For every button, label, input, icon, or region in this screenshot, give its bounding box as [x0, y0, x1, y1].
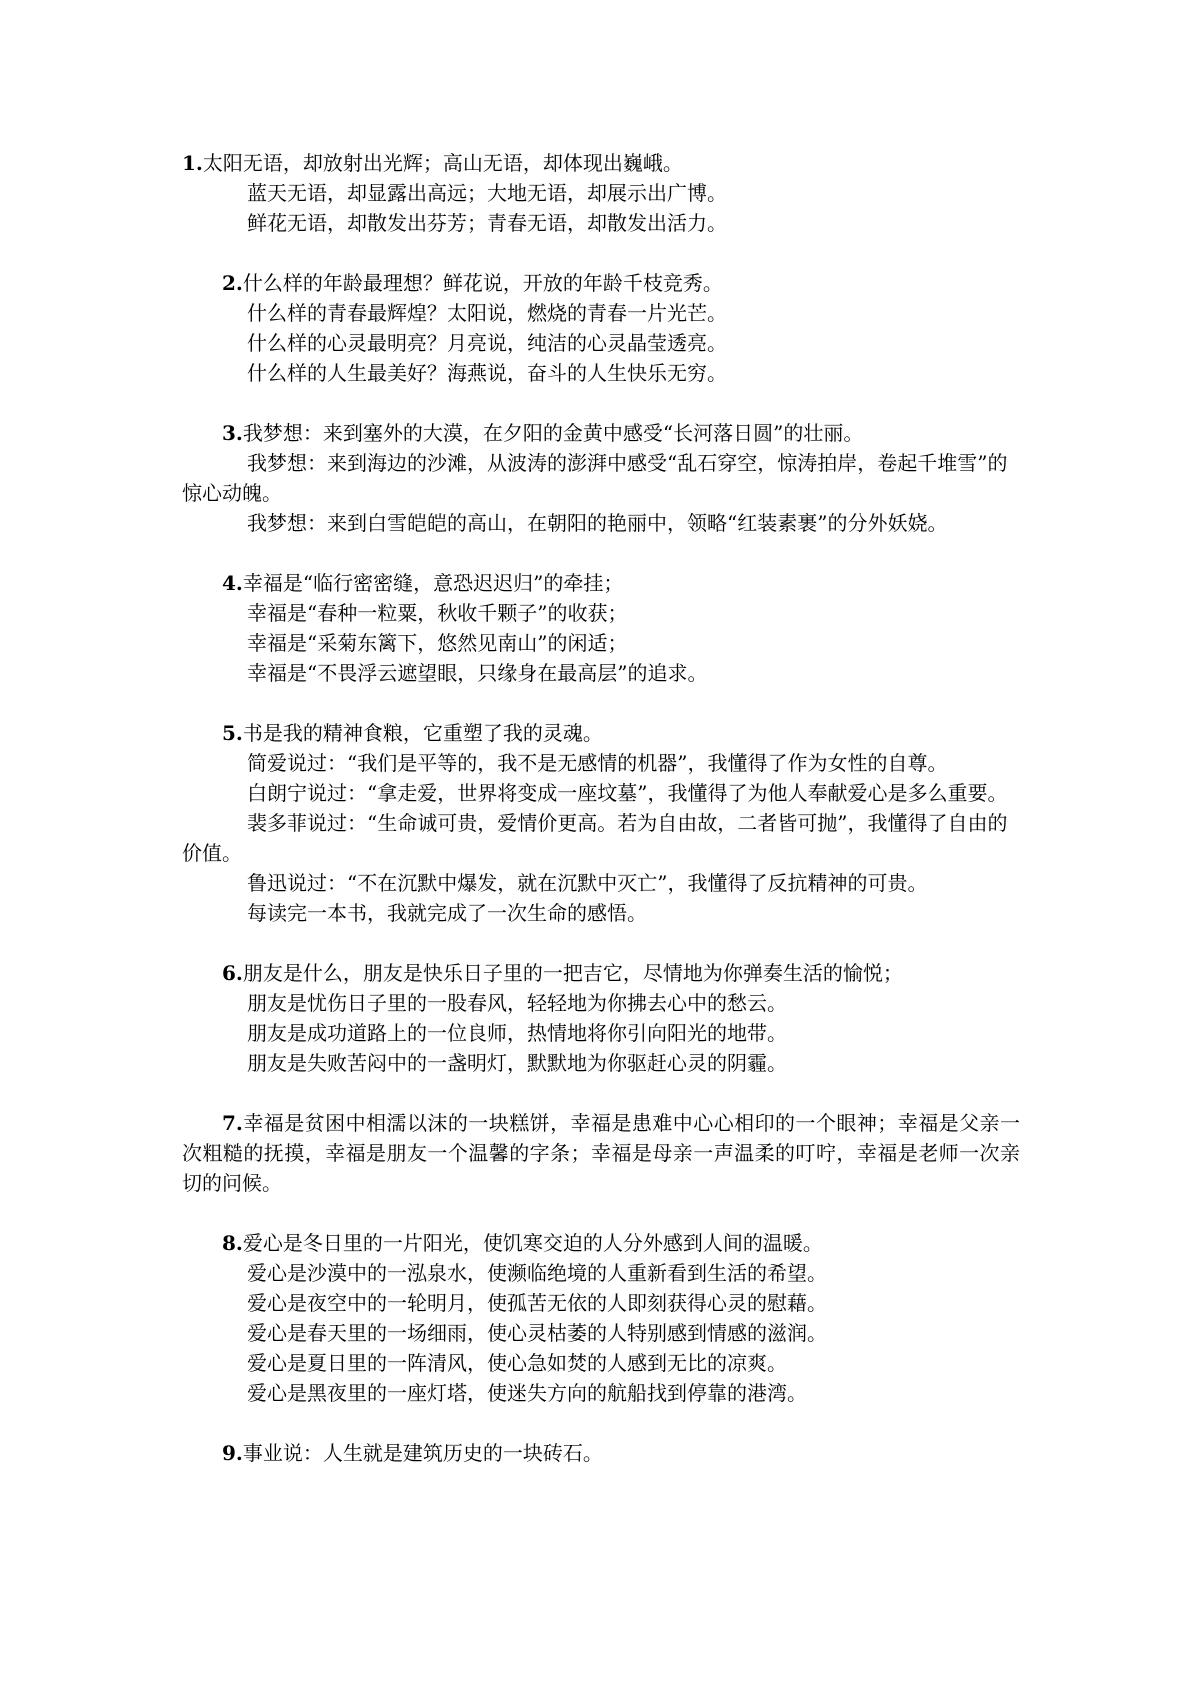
section-line: 幸福是“不畏浮云遮望眼，只缘身在最高层”的追求。	[247, 661, 708, 685]
section-3	[182, 418, 1020, 538]
section-line: 我梦想：来到白雪皑皑的高山，在朝阳的艳丽中，领略“红装素裹”的分外妖娆。	[247, 511, 948, 535]
section-number: 9.	[222, 1441, 243, 1465]
section-line: 我梦想：来到海边的沙滩，从波涛的澎湃中感受“乱石穿空，惊涛拍岸，卷起千堆雪”的惊心动魄。	[182, 451, 1008, 505]
section-line: 爱心是黑夜里的一座灯塔，使迷失方向的航船找到停靠的港湾。	[247, 1381, 807, 1405]
section-number: 8.	[222, 1231, 243, 1255]
section-6	[182, 958, 1020, 1078]
section-number: 4.	[222, 571, 243, 595]
section-line: 爱心是沙漠中的一泓泉水，使濒临绝境的人重新看到生活的希望。	[247, 1261, 827, 1285]
section-7	[182, 1108, 1020, 1198]
section-first-line: 2.什么样的年龄最理想？鲜花说，开放的年龄千枝竞秀。	[222, 271, 723, 295]
section-line: 什么样的青春最辉煌？太阳说，燃烧的青春一片光芒。	[247, 301, 727, 325]
section-first-line: 8.爱心是冬日里的一片阳光，使饥寒交迫的人分外感到人间的温暖。	[222, 1231, 823, 1255]
section-number: 1.	[182, 151, 203, 175]
section-number: 6.	[222, 961, 243, 985]
section-2	[182, 268, 1020, 388]
section-line: 鲁迅说过：“不在沉默中爆发，就在沉默中灭亡”，我懂得了反抗精神的可贵。	[247, 871, 928, 895]
section-9	[182, 1438, 1020, 1468]
section-first-line: 1.太阳无语，却放射出光辉；高山无语，却体现出巍峨。	[182, 151, 683, 175]
section-line: 朋友是成功道路上的一位良师，热情地将你引向阳光的地带。	[247, 1021, 787, 1045]
section-1	[182, 148, 1020, 238]
section-number: 5.	[222, 721, 243, 745]
section-line: 裴多菲说过：“生命诚可贵，爱情价更高。若为自由故，二者皆可抛”，我懂得了自由的价值。	[182, 811, 1008, 865]
section-line: 每读完一本书，我就完成了一次生命的感悟。	[247, 901, 647, 925]
section-first-line: 3.我梦想：来到塞外的大漠，在夕阳的金黄中感受“长河落日圆”的壮丽。	[222, 421, 864, 445]
section-number: 2.	[222, 271, 243, 295]
section-line: 简爱说过：“我们是平等的，我不是无感情的机器”，我懂得了作为女性的自尊。	[247, 751, 948, 775]
section-line: 爱心是夜空中的一轮明月，使孤苦无依的人即刻获得心灵的慰藉。	[247, 1291, 827, 1315]
section-line: 幸福是“采菊东篱下，悠然见南山”的闲适；	[247, 631, 628, 655]
section-line: 爱心是春天里的一场细雨，使心灵枯萎的人特别感到情感的滋润。	[247, 1321, 827, 1345]
section-8	[182, 1228, 1020, 1408]
section-first-line: 9.事业说：人生就是建筑历史的一块砖石。	[222, 1441, 603, 1465]
section-line: 幸福是“春种一粒粟，秋收千颗子”的收获；	[247, 601, 628, 625]
section-line: 什么样的人生最美好？海燕说，奋斗的人生快乐无穷。	[247, 361, 727, 385]
section-first-line: 4.幸福是“临行密密缝，意恐迟迟归”的牵挂；	[222, 571, 624, 595]
section-line: 白朗宁说过：“拿走爱，世界将变成一座坟墓”，我懂得了为他人奉献爱心是多么重要。	[247, 781, 1008, 805]
section-line: 蓝天无语，却显露出高远；大地无语，却展示出广博。	[247, 181, 727, 205]
section-line: 什么样的心灵最明亮？月亮说，纯洁的心灵晶莹透亮。	[247, 331, 727, 355]
section-number: 7.	[222, 1111, 243, 1135]
section-first-line: 6.朋友是什么，朋友是快乐日子里的一把吉它，尽情地为你弹奏生活的愉悦；	[222, 961, 903, 985]
section-4	[182, 568, 1020, 688]
section-paragraph: 7.幸福是贫困中相濡以沫的一块糕饼，幸福是患难中心心相印的一个眼神；幸福是父亲一次粗糙的抚摸，幸福是朋友一个温馨的字条；幸福是母亲一声温柔的叮咛，幸福是老师一次亲切的问候。	[182, 1111, 1020, 1195]
section-line: 鲜花无语，却散发出芬芳；青春无语，却散发出活力。	[247, 211, 727, 235]
section-line: 朋友是失败苦闷中的一盏明灯，默默地为你驱赶心灵的阴霾。	[247, 1051, 787, 1075]
section-first-line: 5.书是我的精神食粮，它重塑了我的灵魂。	[222, 721, 603, 745]
section-line: 爱心是夏日里的一阵清风，使心急如焚的人感到无比的凉爽。	[247, 1351, 787, 1375]
section-line: 朋友是忧伤日子里的一股春风，轻轻地为你拂去心中的愁云。	[247, 991, 787, 1015]
section-5	[182, 718, 1020, 928]
section-number: 3.	[222, 421, 243, 445]
